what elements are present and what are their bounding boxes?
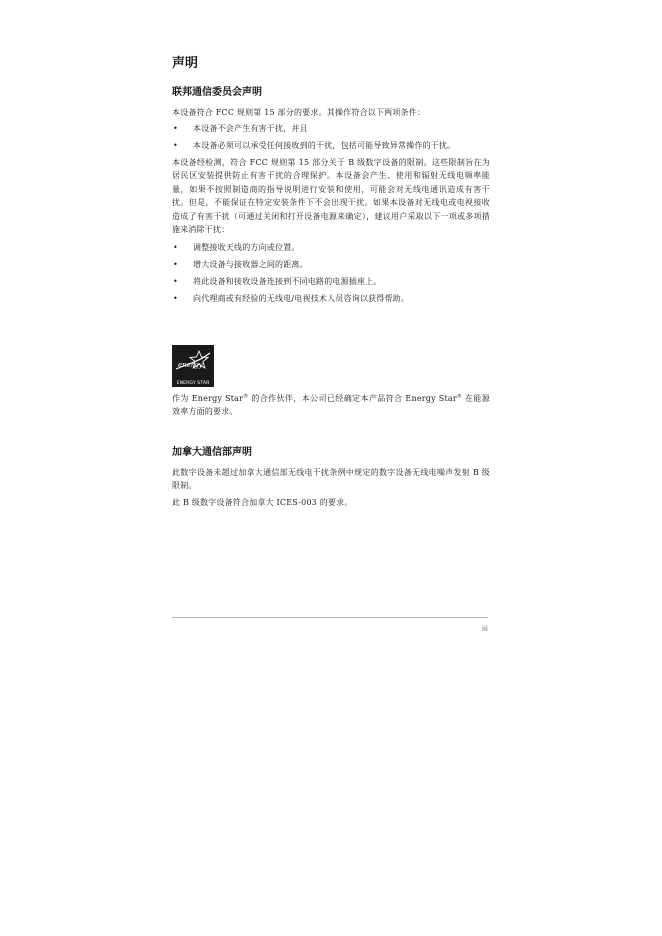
condition-text: 本设备不会产生有害干扰，并且 <box>193 123 308 133</box>
energy-text-2: 的合作伙伴，本公司已经确定本产品符合 Energy Star <box>248 393 457 403</box>
energy-script-text: energy <box>178 360 203 369</box>
measure-text: 将此设备和接收设备连接到不同电路的电源插座上。 <box>193 276 382 286</box>
registered-mark: ® <box>456 392 463 399</box>
fcc-conditions-list <box>172 122 490 152</box>
list-item <box>172 241 490 254</box>
bullet-icon: • <box>173 242 178 252</box>
energy-star-logo <box>172 345 214 387</box>
list-item <box>172 292 490 305</box>
bullet-icon: • <box>173 123 178 133</box>
bullet-icon: • <box>173 276 178 286</box>
measure-text: 向代理商或有经验的无线电/电视技术人员咨询以获得帮助。 <box>193 293 410 303</box>
footer-divider <box>172 617 488 618</box>
measure-text: 调整接收天线的方向或位置。 <box>193 242 300 252</box>
canada-heading: 加拿大通信部声明 <box>172 446 252 458</box>
page-title: 声明 <box>172 56 199 71</box>
bullet-icon: • <box>173 259 178 269</box>
page-number: iii <box>482 625 488 633</box>
fcc-heading: 联邦通信委员会声明 <box>172 87 262 98</box>
fcc-intro: 本设备符合 FCC 规则第 15 部分的要求。其操作符合以下两项条件： <box>172 108 426 117</box>
fcc-measures-list <box>172 241 490 305</box>
list-item <box>172 275 490 288</box>
list-item <box>172 258 490 271</box>
energy-text-1: 作为 Energy Star <box>172 393 244 403</box>
notice-page <box>172 52 490 509</box>
energy-text-3: 在能源效率方面的要求。 <box>172 393 491 416</box>
canada-para-1: 此数字设备未超过加拿大通信部无线电干扰条例中规定的数字设备无线电噪声发射 B 级限制。 <box>172 467 490 490</box>
bullet-icon: • <box>173 293 178 303</box>
logo-label: ENERGY STAR <box>176 380 210 386</box>
list-item <box>172 122 490 135</box>
fcc-body: 本设备经检测，符合 FCC 规则第 15 部分关于 B 级数字设备的限制。这些限制旨在为居民区安装提供防止有害干扰的合理保护。本设备会产生、使用和辐射无线电频率能量，如果不按照制造商的指导说明进行安装和使用，可能会对无线电通讯造成有害干扰。但是，不能保证在特定安装条件下不会出现干扰。如果本设备对无线电或电视接收造成了有害干扰（可通过关闭和打开设备电源来确定），建议用户采取以下一项或多项措施来消除干扰： <box>172 157 490 234</box>
bullet-icon: • <box>173 140 178 150</box>
registered-mark: ® <box>243 392 249 399</box>
condition-text: 本设备必须可以承受任何接收到的干扰，包括可能导致异常操作的干扰。 <box>193 140 456 150</box>
energy-star-icon <box>172 345 214 379</box>
list-item <box>172 139 490 152</box>
measure-text: 增大设备与接收器之间的距离。 <box>193 259 308 269</box>
energy-star-statement <box>172 392 490 419</box>
canada-para-2: 此 B 级数字设备符合加拿大 ICES-003 的要求。 <box>172 497 353 507</box>
